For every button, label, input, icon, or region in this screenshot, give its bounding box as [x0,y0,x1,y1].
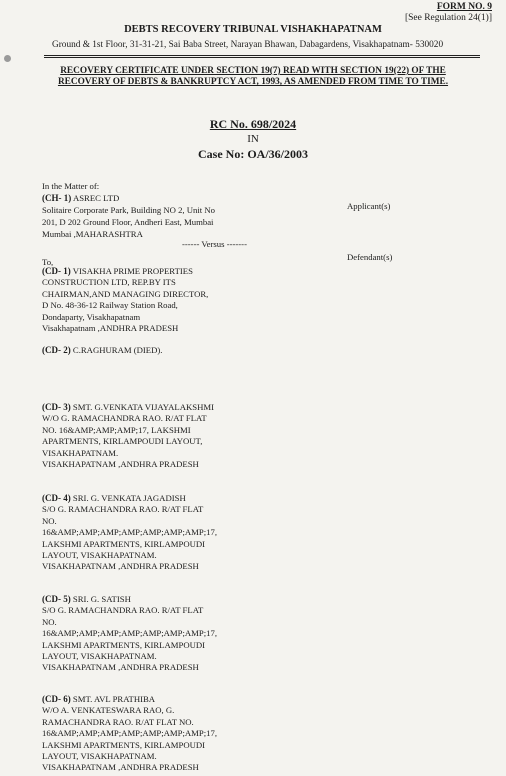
defendant-address-line: S/O G. RAMACHANDRA RAO. R/AT FLAT [42,504,204,515]
defendant-address-line: 16&AMP;AMP;AMP;AMP;AMP;AMP;AMP;17, [42,728,218,739]
defendant-address-line: VISAKHAPATNAM ,ANDHRA PRADESH [42,662,199,673]
defendant-address-line: NO. [42,515,57,526]
defendant-code: (CD- 3) [42,402,71,412]
defendant-name: SMT. AVL PRATHIBA [70,694,156,704]
defendant-role-label: Defendant(s) [347,252,393,262]
in-label: IN [247,133,259,145]
tribunal-address: Ground & 1st Floor, 31-31-21, Sai Baba Street, Narayan Bhawan, Dabagardens, Visakhapatnam- 530020 [52,40,444,50]
defendant-address-line: LAKSHMI APARTMENTS, KIRLAMPOUDI [42,538,206,549]
defendant-block [42,493,217,573]
defendant-first-line [42,594,217,605]
applicant-code: (CH- 1) [42,193,72,203]
defendant-address-line: Visakhapatnam ,ANDHRA PRADESH [42,323,179,334]
tribunal-name: DEBTS RECOVERY TRIBUNAL VISHAKHAPATNAM [124,24,382,35]
defendant-address-line: VISAKHAPATNAM ,ANDHRA PRADESH [42,459,199,470]
defendant-address-line: 16&AMP;AMP;AMP;AMP;AMP;AMP;AMP;17, [42,527,218,538]
applicant-name: ASREC LTD [72,193,120,203]
defendant-address-line: VISAKHAPATNAM ,ANDHRA PRADESH [42,561,199,572]
defendant-address-line: LAYOUT, VISAKHAPATNAM. [42,651,157,662]
defendant-code: (CD- 4) [42,493,71,503]
defendant-code: (CD- 6) [42,694,71,704]
defendant-block [42,345,162,356]
defendant-first-line [42,694,217,705]
header-divider-double [44,57,480,58]
case-number: Case No: OA/36/2003 [198,147,308,161]
defendant-address-line: NO. 16&AMP;AMP;AMP;17, LAKSHMI [42,424,191,435]
defendant-address-line: W/O G. RAMACHANDRA RAO. R/AT FLAT [42,413,207,424]
defendant-code: (CD- 1) [42,266,71,276]
matter-heading: In the Matter of: [42,181,100,191]
defendant-block [42,266,208,334]
defendant-address-line: 16&AMP;AMP;AMP;AMP;AMP;AMP;AMP;17, [42,628,218,639]
form-number: FORM NO. 9 [436,2,492,12]
header-divider [44,55,480,56]
defendant-address-line: LAKSHMI APARTMENTS, KIRLAMPOUDI [42,739,206,750]
defendant-first-line [42,402,214,413]
defendant-address-line: Dondaparty, Visakhapatnam [42,311,141,322]
defendant-name: SRI. G. VENKATA JAGADISH [70,493,186,503]
defendant-address-line: VISAKHAPATNAM ,ANDHRA PRADESH [42,762,199,773]
defendant-address-line: CONSTRUCTION LTD, REP.BY ITS [42,277,176,288]
defendant-address-line: LAYOUT, VISAKHAPATNAM. [42,751,157,762]
defendant-code: (CD- 2) [42,345,71,355]
defendant-code: (CD- 5) [42,594,71,604]
versus-separator: ------ Versus ------- [182,239,247,249]
defendant-address-line: APARTMENTS, KIRLAMPOUDI LAYOUT, [42,436,203,447]
certificate-title-line2: RECOVERY OF DEBTS & BANKRUPTCY ACT, 1993, AS AMENDED FROM TIME TO TIME. [57,77,449,87]
defendant-address-line: NO. [42,616,57,627]
defendant-name: VISAKHA PRIME PROPERTIES [70,266,193,276]
defendant-address-line: VISAKHAPATNAM. [42,447,119,458]
defendant-block [42,402,214,470]
applicant-role-label: Applicant(s) [347,201,391,211]
defendant-address-line: S/O G. RAMACHANDRA RAO. R/AT FLAT [42,605,204,616]
defendant-first-line [42,266,208,277]
defendant-first-line [42,493,217,504]
rc-number: RC No. 698/2024 [209,117,297,131]
defendant-address-line: RAMACHANDRA RAO. R/AT FLAT NO. [42,716,194,727]
defendant-address-line: W/O A. VENKATESWARA RAO, G. [42,705,175,716]
regulation-reference: [See Regulation 24(1)] [404,13,492,23]
applicant-address-line: 201, D 202 Ground Floor, Andheri East, Mumbai [42,217,214,227]
addressee-to-label: To, [42,257,54,267]
defendant-name: SMT. G.VENKATA VIJAYALAKSHMI [70,402,214,412]
defendant-address-line: LAKSHMI APARTMENTS, KIRLAMPOUDI [42,639,206,650]
defendant-address-line: CHAIRMAN,AND MANAGING DIRECTOR, [42,288,209,299]
defendant-first-line [42,345,162,356]
punch-hole-mark [4,55,11,62]
defendant-address-line: D No. 48-36-12 Railway Station Road, [42,300,178,311]
applicant-address-line: Solitaire Corporate Park, Building NO 2, Unit No [42,205,216,215]
applicant-address-line: Mumbai ,MAHARASHTRA [42,229,143,239]
defendant-block [42,694,217,774]
certificate-title-line1: RECOVERY CERTIFICATE UNDER SECTION 19(7) READ WITH SECTION 19(22) OF THE [60,66,446,76]
defendant-block [42,594,217,674]
applicant-block [42,180,215,240]
defendant-name: C.RAGHURAM (DIED). [70,345,163,355]
defendant-address-line: LAYOUT, VISAKHAPATNAM. [42,550,157,561]
defendant-name: SRI. G. SATISH [70,594,131,604]
